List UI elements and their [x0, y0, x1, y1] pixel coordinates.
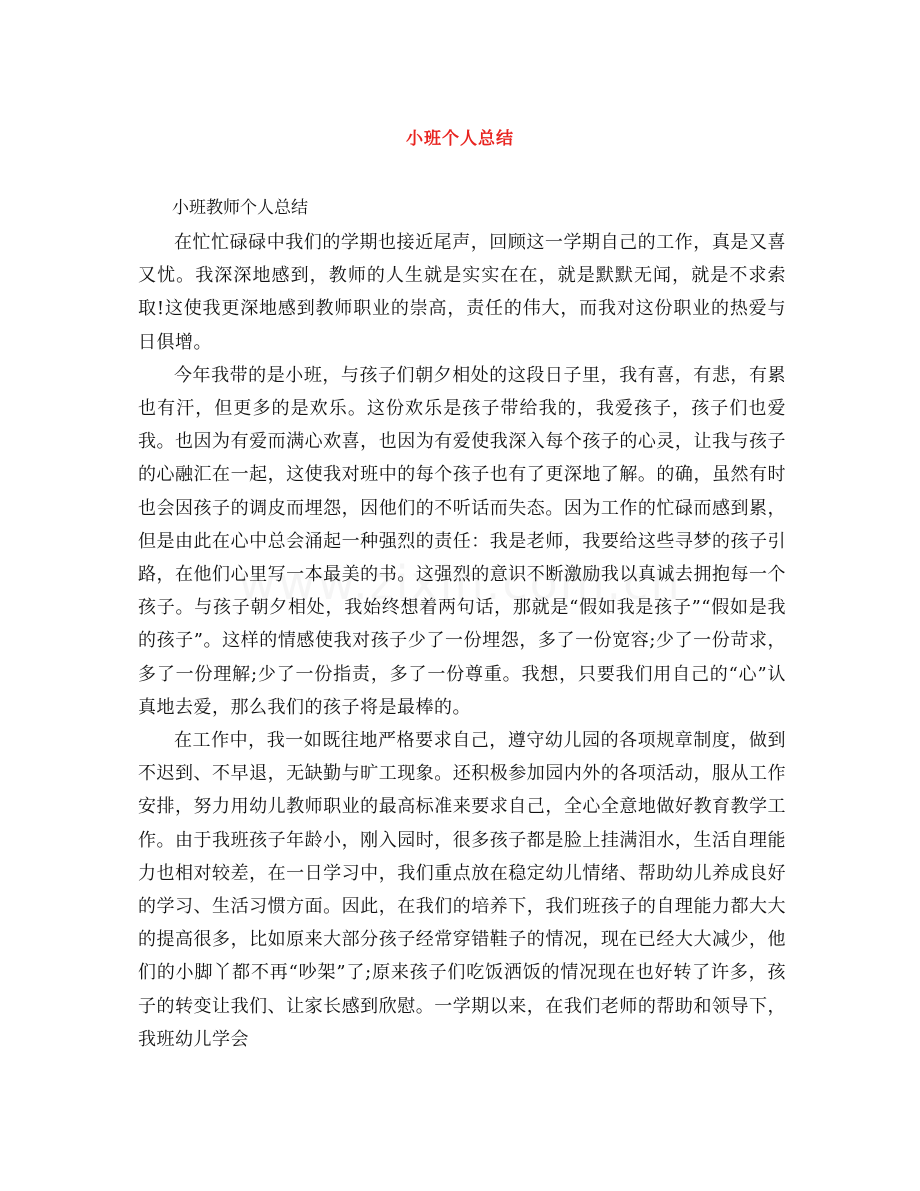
document-title: 小班个人总结: [406, 129, 514, 149]
document-subtitle: 小班教师个人总结: [172, 198, 308, 218]
paragraph-3: 在工作中，我一如既往地严格要求自己，遵守幼儿园的各项规章制度，做到不迟到、不早退，无缺勤与旷工现象。还积极参加园内外的各项活动，服从工作安排，努力用幼儿教师职业的最高标准来要求自己，全心全意地做好教育教学工作。由于我班孩子年龄小，刚入园时，很多孩子都是脸上挂满泪水，生活自理能力也相对较差，在一日学习中，我们重点放在稳定幼儿情绪、帮助幼儿养成良好的学习、生活习惯方面。因此，在我们的培养下，我们班孩子的自理能力都大大的提高很多，比如原来大部分孩子经常穿错鞋子的情况，现在已经大大减少，他们的小脚丫都不再“吵架”了;原来孩子们吃饭洒饭的情况现在也好转了许多，孩子的转变让我们、让家长感到欣慰。一学期以来，在我们老师的帮助和领导下，我班幼儿学会: [138, 730, 786, 1050]
document-body: [138, 226, 786, 1056]
paragraph-1: 在忙忙碌碌中我们的学期也接近尾声，回顾这一学期自己的工作，真是又喜又忧。我深深地感到，教师的人生就是实实在在，就是默默无闻，就是不求索取!这使我更深地感到教师职业的崇高，责任的伟大，而我对这份职业的热爱与日俱增。: [138, 232, 786, 353]
paragraph-2: 今年我带的是小班，与孩子们朝夕相处的这段日子里，我有喜，有悲，有累也有汗，但更多的是欢乐。这份欢乐是孩子带给我的，我爱孩子，孩子们也爱我。也因为有爱而满心欢喜，也因为有爱使我深入每个孩子的心灵，让我与孩子的心融汇在一起，这使我对班中的每个孩子也有了更深地了解。的确，虽然有时也会因孩子的调皮而埋怨，因他们的不听话而失态。因为工作的忙碌而感到累，但是由此在心中总会涌起一种强烈的责任：我是老师，我要给这些寻梦的孩子引路，在他们心里写一本最美的书。这强烈的意识不断激励我以真诚去拥抱每一个孩子。与孩子朝夕相处，我始终想着两句话，那就是“假如我是孩子”“假如是我的孩子”。这样的情感使我对孩子少了一份埋怨，多了一份宽容;少了一份苛求，多了一份理解;少了一份指责，多了一份尊重。我想，只要我们用自己的“心”认真地去爱，那么我们的孩子将是最棒的。: [138, 364, 786, 718]
